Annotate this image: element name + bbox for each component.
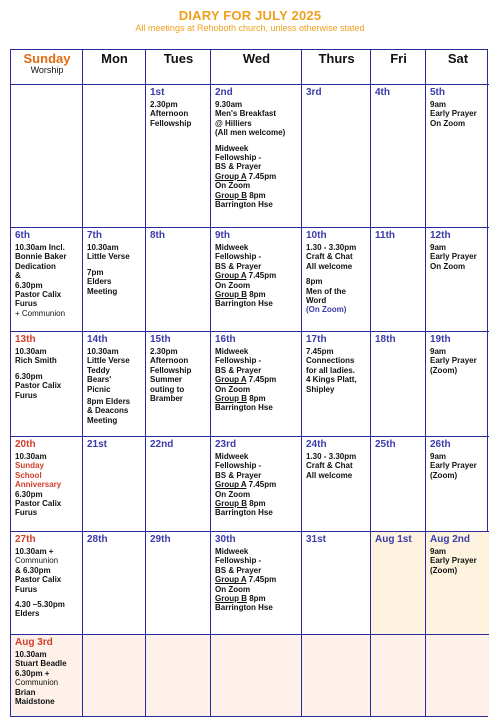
event-text	[215, 575, 298, 584]
event-text: 10.30am +	[15, 547, 54, 556]
event-time: 7.45pm	[246, 575, 277, 585]
event-text: Men of the	[306, 286, 346, 296]
event-text: 7pm	[87, 267, 104, 277]
event-text: Afternoon	[150, 109, 189, 119]
event-text: Meeting	[87, 286, 118, 296]
event-text: Barrington Hse	[215, 403, 273, 413]
day-cell-jul-3	[302, 85, 371, 228]
event-text: Fellowship -	[215, 461, 262, 471]
day-cell-jul-22	[146, 437, 211, 532]
event-text: 10.30am	[87, 243, 119, 252]
day-date: 19th	[430, 334, 451, 345]
event-text: Little Verse	[87, 356, 130, 366]
day-date: 25th	[375, 439, 396, 450]
event-text: 6.30pm	[15, 280, 43, 290]
group-label: Group B	[215, 190, 247, 200]
day-date: 20th	[15, 439, 36, 450]
event-text: Stuart Beadle	[15, 659, 67, 669]
day-date: 10th	[306, 230, 327, 241]
event-text: for all ladies.	[306, 365, 355, 375]
event-text: Midweek	[215, 243, 249, 252]
day-date: Aug 2nd	[430, 534, 470, 545]
event-text: Early Prayer	[430, 252, 477, 262]
event-text: Early Prayer	[430, 356, 477, 366]
group-label: Group B	[215, 394, 247, 404]
day-cell-jul-4	[371, 85, 426, 228]
event-text: Bears'	[87, 375, 112, 385]
day-cell-jul-11	[371, 228, 426, 332]
day-date: 28th	[87, 534, 108, 545]
event-text: Early Prayer	[430, 556, 477, 566]
header-wed: Wed	[211, 50, 302, 85]
event-text: Pastor Calix	[15, 290, 62, 300]
group-label: Group A	[215, 375, 247, 385]
day-date: 12th	[430, 230, 451, 241]
event-text: & 6.30pm	[15, 565, 51, 575]
day-date: 27th	[15, 534, 36, 545]
event-text: Barrington Hse	[215, 299, 273, 309]
event-text: Pastor Calix	[15, 499, 62, 509]
event-text: (Zoom)	[430, 365, 458, 375]
event-text: Pastor Calix	[15, 575, 62, 585]
event-text: All welcome	[306, 261, 353, 271]
day-date: 1st	[150, 87, 165, 98]
event-text: Pastor Calix	[15, 381, 62, 391]
group-label: Group A	[215, 171, 247, 181]
day-date: 15th	[150, 334, 171, 345]
day-date: 30th	[215, 534, 236, 545]
day-date: 21st	[87, 439, 108, 450]
event-text: (Zoom)	[430, 565, 458, 575]
day-date: 8th	[150, 230, 165, 241]
event-text: Word	[306, 296, 327, 306]
event-text: Rich Smith	[15, 356, 57, 366]
day-cell-jul-19	[426, 332, 489, 437]
day-date: 18th	[375, 334, 396, 345]
day-cell-jul-6	[11, 228, 83, 332]
event-text: Fellowship	[150, 118, 192, 128]
event-text: Furus	[15, 584, 38, 594]
event-text: 2.30pm	[150, 100, 178, 109]
header-mon: Mon	[83, 50, 146, 85]
day-date: 17th	[306, 334, 327, 345]
event-time: 7.45pm	[246, 271, 277, 281]
calendar-grid	[10, 49, 488, 717]
event-text: 7.45pm	[306, 347, 334, 356]
event-text: BS & Prayer	[215, 565, 262, 575]
day-date: 13th	[15, 334, 36, 345]
event-text	[215, 172, 298, 181]
day-cell-jul-20	[11, 437, 83, 532]
event-text: BS & Prayer	[215, 162, 262, 172]
header-thu: Thurs	[302, 50, 371, 85]
event-text: 6.30pm +	[15, 668, 50, 678]
day-cell-jul-25	[371, 437, 426, 532]
event-text: 10.30am	[15, 650, 47, 659]
day-date: 11th	[375, 230, 396, 241]
event-text: & Deacons	[87, 406, 129, 416]
header-sat: Sat	[426, 50, 489, 85]
day-date: 22nd	[150, 439, 174, 450]
event-text: Early Prayer	[430, 109, 477, 119]
group-label: Group B	[215, 594, 247, 604]
event-text: 4.30 –5.30pm	[15, 600, 65, 610]
event-text: 10.30am	[15, 452, 47, 461]
event-text: BS & Prayer	[215, 261, 262, 271]
event-text: Elders	[87, 277, 112, 287]
event-text	[215, 191, 298, 200]
event-text: Early Prayer	[430, 461, 477, 471]
diary-subtitle: All meetings at Rehoboth church, unless otherwise stated	[135, 23, 365, 33]
day-cell-jul-30	[211, 532, 302, 635]
header-sunday-label: Sunday	[23, 51, 71, 66]
event-text: 9am	[430, 243, 447, 252]
event-text: Craft & Chat	[306, 252, 353, 262]
event-text: On Zoom	[430, 118, 466, 128]
event-text: On Zoom	[430, 261, 466, 271]
event-text	[215, 394, 298, 403]
event-text: Furus	[15, 299, 38, 309]
event-text	[215, 271, 298, 280]
event-text: Afternoon	[150, 356, 189, 366]
day-date: 16th	[215, 334, 236, 345]
day-cell-jul-16	[211, 332, 302, 437]
event-text	[215, 594, 298, 603]
day-date: 4th	[375, 87, 390, 98]
event-text: Anniversary	[15, 480, 62, 490]
event-text: 9am	[430, 100, 447, 109]
event-text: Barrington Hse	[215, 200, 273, 210]
day-cell-jul-2	[211, 85, 302, 228]
event-text	[215, 290, 298, 299]
event-text	[215, 375, 298, 384]
day-cell-empty	[302, 635, 371, 716]
event-text: Fellowship -	[215, 153, 262, 163]
day-date: 26th	[430, 439, 451, 450]
event-time: 8pm	[247, 290, 266, 300]
event-text: Furus	[15, 508, 38, 518]
event-text: Bramber	[150, 394, 183, 404]
event-text: (On Zoom)	[306, 305, 347, 315]
day-date: 3rd	[306, 87, 322, 98]
event-text: On Zoom	[215, 181, 251, 191]
day-date: 5th	[430, 87, 445, 98]
day-cell-aug-1	[371, 532, 426, 635]
event-text: Little Verse	[87, 252, 130, 262]
event-text: 6.30pm	[15, 371, 43, 381]
day-cell-jul-7	[83, 228, 146, 332]
event-text: outing to	[150, 384, 185, 394]
event-text: Furus	[15, 390, 38, 400]
event-text	[215, 480, 298, 489]
event-text: 10.30am	[15, 347, 47, 356]
event-text: Brian	[15, 687, 36, 697]
day-cell-empty	[146, 635, 211, 716]
event-text: Shipley	[306, 384, 335, 394]
day-cell-empty	[426, 635, 489, 716]
event-time: 7.45pm	[246, 480, 277, 490]
day-cell-jul-18	[371, 332, 426, 437]
day-cell-jul-24	[302, 437, 371, 532]
event-text: Midweek	[215, 143, 249, 153]
event-text: &	[15, 271, 21, 281]
event-text: 4 Kings Platt,	[306, 375, 357, 385]
event-text: On Zoom	[215, 384, 251, 394]
day-cell-jul-15	[146, 332, 211, 437]
event-text: @ Hilliers	[215, 118, 252, 128]
event-text: + Communion	[15, 308, 66, 318]
day-cell-jul-23	[211, 437, 302, 532]
event-text: BS & Prayer	[215, 365, 262, 375]
event-text: Barrington Hse	[215, 603, 273, 613]
day-date: 6th	[15, 230, 30, 241]
event-text: Meeting	[87, 415, 118, 425]
event-text: Craft & Chat	[306, 461, 353, 471]
event-text: Men's Breakfast	[215, 109, 277, 119]
event-text	[215, 499, 298, 508]
day-date: Aug 3rd	[15, 637, 53, 648]
group-label: Group B	[215, 290, 247, 300]
event-time: 7.45pm	[246, 375, 277, 385]
diary-title: DIARY FOR JULY 2025	[178, 8, 322, 23]
group-label: Group A	[215, 575, 247, 585]
event-text: Maidstone	[15, 697, 55, 707]
event-time: 8pm	[247, 190, 266, 200]
day-cell-empty	[83, 635, 146, 716]
event-text: Midweek	[215, 452, 249, 461]
event-text: Dedication	[15, 261, 56, 271]
event-text: Picnic	[87, 384, 111, 394]
event-time: 8pm	[247, 394, 266, 404]
event-text: 6.30pm	[15, 489, 43, 499]
header-sunday	[11, 50, 83, 85]
day-date: 23rd	[215, 439, 237, 450]
day-cell-jul-1	[146, 85, 211, 228]
event-text: On Zoom	[215, 584, 251, 594]
day-cell-empty	[371, 635, 426, 716]
event-text: 10.30am	[87, 347, 119, 356]
day-cell-aug-3	[11, 635, 83, 716]
header-sunday-sub: Worship	[30, 65, 64, 75]
day-date: 9th	[215, 230, 230, 241]
event-text: 9am	[430, 547, 447, 556]
day-date: 2nd	[215, 87, 233, 98]
event-text: Fellowship -	[215, 252, 262, 262]
day-cell-jul-14	[83, 332, 146, 437]
day-date: 31st	[306, 534, 327, 545]
day-cell-empty	[11, 85, 83, 228]
event-text: Communion	[15, 678, 59, 688]
event-text: 2.30pm	[150, 347, 178, 356]
event-text: 8pm Elders	[87, 397, 131, 407]
day-cell-empty	[211, 635, 302, 716]
day-cell-jul-29	[146, 532, 211, 635]
day-cell-empty	[83, 85, 146, 228]
day-date: 14th	[87, 334, 108, 345]
day-cell-jul-8	[146, 228, 211, 332]
day-date: 29th	[150, 534, 171, 545]
event-text: 9.30am	[215, 100, 243, 109]
event-time: 7.45pm	[246, 171, 277, 181]
event-text: On Zoom	[215, 489, 251, 499]
group-label: Group A	[215, 480, 247, 490]
event-text: Barrington Hse	[215, 508, 273, 518]
day-cell-jul-28	[83, 532, 146, 635]
event-time: 8pm	[247, 499, 266, 509]
event-text: (Zoom)	[430, 470, 458, 480]
event-text: Communion	[15, 556, 59, 566]
event-text: Midweek	[215, 547, 249, 556]
day-cell-jul-10	[302, 228, 371, 332]
day-date: 7th	[87, 230, 102, 241]
group-label: Group A	[215, 271, 247, 281]
day-cell-jul-31	[302, 532, 371, 635]
event-text: 9am	[430, 347, 447, 356]
day-cell-jul-12	[426, 228, 489, 332]
event-time: 8pm	[247, 594, 266, 604]
event-text: School	[15, 470, 42, 480]
header-tue: Tues	[146, 50, 211, 85]
event-text: (All men welcome)	[215, 128, 286, 138]
event-text: 8pm	[306, 277, 323, 287]
day-cell-jul-9	[211, 228, 302, 332]
event-text: Sunday	[15, 461, 44, 471]
event-text: BS & Prayer	[215, 470, 262, 480]
event-text: All welcome	[306, 470, 353, 480]
event-text: Fellowship -	[215, 556, 262, 566]
event-text: 1.30 - 3.30pm	[306, 243, 357, 252]
event-text: 10.30am Incl.	[15, 243, 65, 252]
event-text: Teddy	[87, 365, 110, 375]
event-text: Fellowship -	[215, 356, 262, 366]
day-cell-aug-2	[426, 532, 489, 635]
header-fri: Fri	[371, 50, 426, 85]
event-text: Connections	[306, 356, 355, 366]
day-cell-jul-26	[426, 437, 489, 532]
event-text: 9am	[430, 452, 447, 461]
day-date: Aug 1st	[375, 534, 412, 545]
event-text: Elders	[15, 609, 40, 619]
event-text: Summer	[150, 375, 183, 385]
event-text: 1.30 - 3.30pm	[306, 452, 357, 461]
day-cell-jul-27	[11, 532, 83, 635]
day-cell-jul-5	[426, 85, 489, 228]
group-label: Group B	[215, 499, 247, 509]
event-text: Bonnie Baker	[15, 252, 67, 262]
day-cell-jul-17	[302, 332, 371, 437]
event-text: Midweek	[215, 347, 249, 356]
event-text: Fellowship	[150, 365, 192, 375]
day-cell-jul-21	[83, 437, 146, 532]
day-date: 24th	[306, 439, 327, 450]
event-text: On Zoom	[215, 280, 251, 290]
day-cell-jul-13	[11, 332, 83, 437]
